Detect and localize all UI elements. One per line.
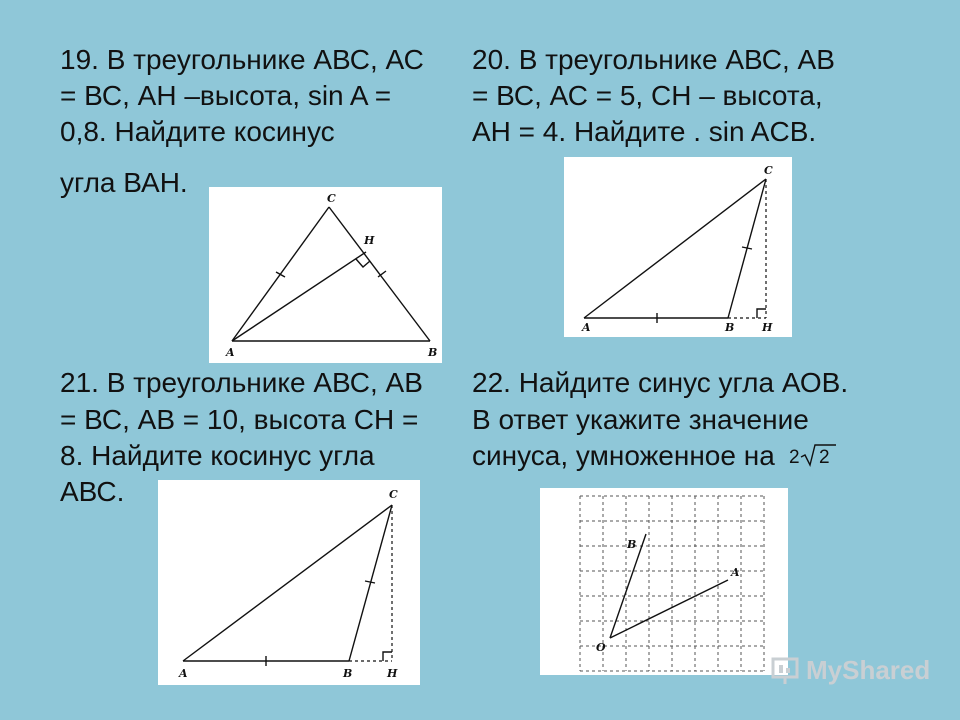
tick-bc [742, 247, 752, 249]
label-b: B [428, 346, 438, 359]
label-h: H [762, 321, 773, 334]
side-ac [183, 505, 392, 661]
two-sqrt-two-formula [788, 442, 838, 468]
tick-ac [276, 272, 285, 277]
label-a: A [179, 667, 188, 680]
label-b: B [627, 538, 637, 551]
problem-19-line-4: угла ВАН. [60, 167, 188, 198]
label-h: H [387, 667, 398, 680]
side-bc [349, 505, 392, 661]
altitude-ah [232, 252, 366, 341]
problem-21-line-3: 8. Найдите косинус угла [60, 440, 375, 471]
side-bc [329, 207, 430, 341]
label-c: C [389, 488, 398, 501]
right-angle-mark [383, 652, 392, 661]
square-grid [580, 496, 764, 671]
label-a: A [582, 321, 591, 334]
figure-21 [158, 480, 420, 685]
label-c: C [764, 164, 773, 177]
label-a: A [731, 566, 740, 579]
problem-22-line-2: В ответ укажите значение [472, 404, 809, 435]
tick-bc [365, 581, 375, 583]
label-c: C [327, 192, 336, 205]
problem-22-line-3: синуса, умноженное на [472, 440, 775, 471]
label-b: B [725, 321, 735, 334]
side-ac [584, 179, 766, 318]
multiplier-coefficient: 2 [789, 447, 800, 468]
problem-21-line-4: АВС. [60, 476, 125, 507]
right-angle-mark [356, 259, 370, 267]
right-angle-mark [757, 309, 766, 318]
problem-20-line-3: АН = 4. Найдите . sin ACB. [472, 116, 817, 147]
watermark [770, 655, 930, 686]
problem-19-line-1: 19. В треугольнике АВС, АС [60, 44, 424, 75]
presentation-icon [770, 656, 800, 686]
problem-20-line-1: 20. В треугольнике АВС, АВ [472, 44, 835, 75]
figure-22 [540, 488, 788, 675]
figure-20 [564, 157, 792, 337]
multiplier-radicand: 2 [819, 447, 830, 468]
label-h: H [364, 234, 375, 247]
label-b: B [343, 667, 353, 680]
label-a: A [226, 346, 235, 359]
problem-22-line-1: 22. Найдите синус угла АОВ. [472, 367, 849, 398]
watermark-text: MyShared [806, 655, 931, 685]
problem-19-line-3: 0,8. Найдите косинус [60, 116, 335, 147]
problem-21-line-1: 21. В треугольнике АВС, АВ [60, 367, 423, 398]
figure-19 [209, 187, 442, 363]
problem-19-line-2: = ВС, АН –высота, sin A = [60, 80, 392, 111]
problem-20-line-2: = ВС, АС = 5, СН – высота, [472, 80, 823, 111]
label-o: O [596, 641, 606, 654]
problem-21-line-2: = ВС, АВ = 10, высота СН = [60, 404, 419, 435]
